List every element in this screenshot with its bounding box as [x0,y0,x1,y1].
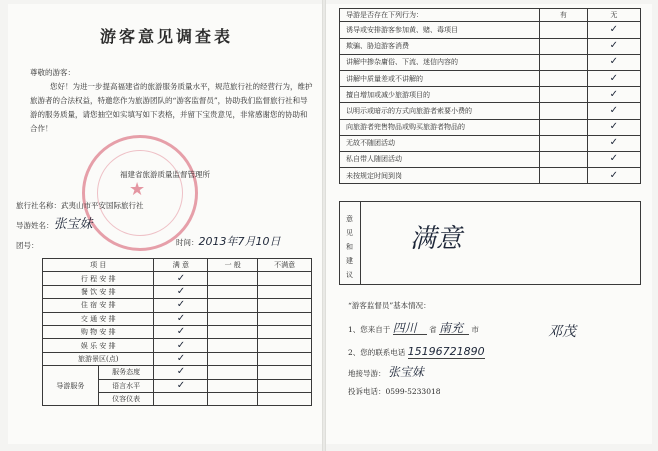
local-guide-handwritten[interactable]: 张宝妹 [387,365,424,379]
greeting: 尊敬的游客： [30,68,75,77]
suggestion-divider [360,202,361,284]
letter-body: 您好！为进一步提高福建省的旅游服务质量水平，规范旅行社的经营行为，维护旅游者的合法权益，特邀您作为旅游团队的“游客监督员”，协助我们监督旅行社和导游的服务质量，请您抽空如实填写如下表格，并留下宝贵意见，非常感谢您的协助和合作！ [30,82,313,133]
suggestion-handwritten[interactable]: 满意 [410,224,463,254]
table-row: 无故不随团活动 ✓ [340,135,641,151]
phone-row: 2、您的联系电话 15196721890 [348,345,485,358]
city-handwritten[interactable]: 南充 [439,322,469,335]
issuer: 福建省旅游质量监督管理所 [120,170,210,179]
table-row: 行 程 安 排 ✓ [43,272,312,285]
table-row: 语言水平 ✓ [43,379,312,392]
table-row: 餐 饮 安 排 ✓ [43,285,312,298]
table-row: 仪容仪表 [43,392,312,405]
service-group-label: 导游服务 [43,366,99,406]
table-row: 导游服务 服务态度 ✓ [43,366,312,379]
province-handwritten[interactable]: 四川 [393,322,427,335]
table-row: 住 宿 安 排 ✓ [43,299,312,312]
suggestion-box [339,201,641,285]
supervisor-signature: 邓茂 [548,324,576,340]
table-row: 讲解中质量差或不讲解的 ✓ [340,70,641,86]
table-row: 交 通 安 排 ✓ [43,312,312,325]
table-row: 未按规定时间到岗 ✓ [340,168,641,184]
table-row: 诱导或安排游客参加黄、赌、毒项目 ✓ [340,22,641,38]
guide-name-handwritten[interactable]: 张宝妹 [53,217,93,232]
suggestion-label: 意见和建议 [346,215,353,279]
phone-handwritten[interactable]: 15196721890 [407,345,485,358]
complaint-phone: 0599-5233018 [385,387,441,396]
table-row: 讲解中掺杂庸俗、下流、迷信内容的 ✓ [340,54,641,70]
time-row: 时间：2013年7月10日 [176,235,281,248]
complaint-row: 投诉电话：0599-5233018 [348,387,441,396]
origin-row: 1、您来自于 四川 省 南充 市 [348,321,479,335]
agency-row: 旅行社名称：武夷山市平安国际旅行社 [16,201,144,210]
form-title: 游客意见调查表 [100,27,234,46]
table-row: 私自带人随团活动 ✓ [340,151,641,167]
table-row: 旅游景区(点) ✓ [43,352,312,365]
supervisor-heading: “游客监督员”基本情况： [348,301,431,310]
table-row: 擅自增加或减少旅游项目的 ✓ [340,87,641,103]
table-row: 娱 乐 安 排 ✓ [43,339,312,352]
guide-row: 导游姓名：张宝妹 [16,217,93,232]
agency-value[interactable]: 武夷山市平安国际旅行社 [61,201,144,210]
table-row: 向旅游者兜售物品或购买旅游者物品的 ✓ [340,119,641,135]
table-header-row: 导游是否存在下列行为： 有 无 [340,9,641,22]
page-fold [322,0,326,451]
local-guide-row: 地接导游： 张宝妹 [348,365,424,379]
group-row: 团号： [16,241,39,250]
table-row: 购 物 安 排 ✓ [43,325,312,338]
intro-letter [30,66,314,136]
table-row: 欺骗、胁迫游客消费 ✓ [340,38,641,54]
guide-behavior-table [339,8,641,184]
date-handwritten[interactable]: 2013年7月10日 [198,235,281,248]
satisfaction-table [42,258,312,406]
table-header-row: 项 目 满 意 一 般 不满意 [43,259,312,272]
table-row: 以明示或暗示的方式向旅游者索要小费的 ✓ [340,103,641,119]
seal-star-icon: ★ [129,179,146,200]
